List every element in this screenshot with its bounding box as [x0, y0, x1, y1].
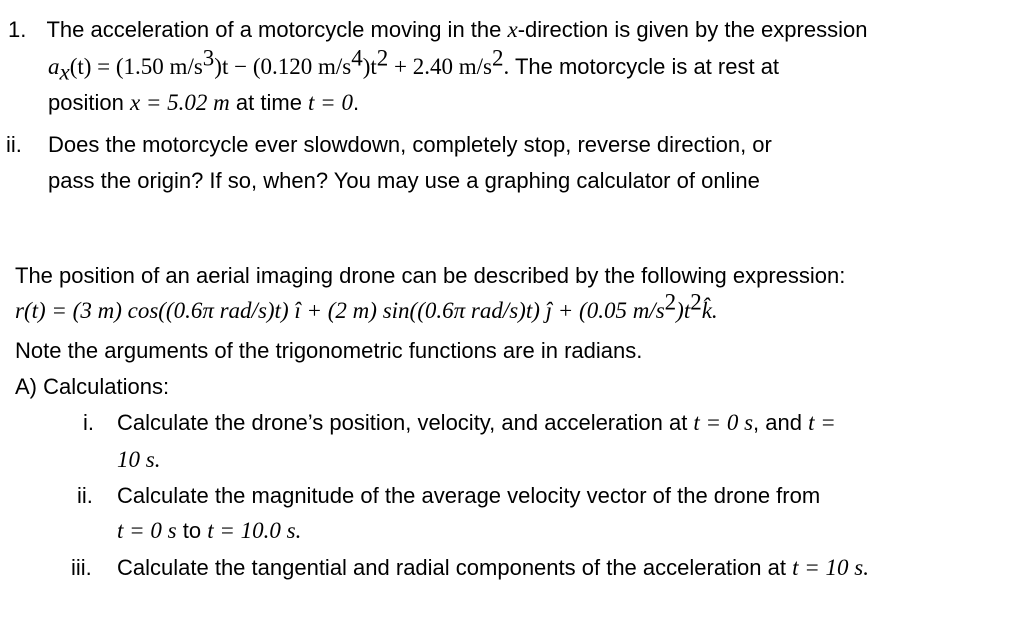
item-iii-number: iii. — [71, 555, 92, 580]
drone-position-expression: r(t) = (3 m) cos((0.6π rad/s)t) î + (2 m) sin((0.6π rad/s)t) ĵ + (0.05 m/s — [15, 298, 665, 323]
item-ii-line-1 — [77, 482, 820, 510]
math-expr-mid-2: )t — [362, 54, 377, 79]
item-i-math-3: 10 s. — [117, 447, 161, 472]
item-i-number: i. — [83, 410, 94, 435]
problem-2-note — [15, 337, 642, 365]
problem-1-part-ii-line-1 — [6, 131, 772, 159]
problem-number: 1. — [8, 17, 27, 42]
problem-1-line-3-c: . — [352, 90, 360, 115]
math-sup-2-b: 2 — [690, 289, 702, 315]
item-i-math-1: t = 0 s — [693, 410, 754, 435]
problem-2-intro-text: The position of an aerial imaging drone can be described by the following expression: — [15, 263, 846, 288]
problem-2-intro — [15, 262, 845, 290]
problem-1-line-3 — [48, 89, 359, 117]
part-ii-text-1: Does the motorcycle ever slowdown, completely stop, reverse direction, or — [48, 132, 772, 157]
math-time-zero: t = 0 — [308, 90, 353, 115]
problem-1-line-1 — [8, 16, 867, 44]
math-expr-mid-3: + 2.40 m/s — [388, 54, 492, 79]
math-a: a — [48, 54, 60, 79]
item-ii-text: Calculate the magnitude of the average velocity vector of the drone from — [117, 483, 821, 508]
item-i-line-1 — [83, 409, 836, 437]
item-ii-line-2 — [117, 517, 301, 545]
problem-1-line-2 — [48, 45, 780, 85]
item-ii-mid: to — [176, 518, 208, 543]
section-a-label: A) Calculations: — [15, 374, 170, 399]
problem-2-expression — [15, 289, 718, 325]
math-x-position: x = 5.02 m — [129, 90, 230, 115]
item-ii-number: ii. — [77, 483, 93, 508]
item-i-text: Calculate the drone’s position, velocity, and acceleration at — [117, 410, 694, 435]
math-sub-x: x — [59, 59, 70, 85]
math-expr-end: . — [503, 54, 510, 79]
item-i-math-2: t = — [808, 410, 836, 435]
problem-1-line-3-a: position — [48, 90, 130, 115]
math-expr-mid-1: )t − (0.120 m/s — [214, 54, 352, 79]
section-a-heading — [15, 373, 169, 401]
item-ii-math-1: t = 0 s — [117, 518, 177, 543]
problem-1-line-3-b: at time — [229, 90, 309, 115]
math-sup-2: 2 — [664, 289, 677, 315]
part-ii-number: ii. — [6, 132, 22, 157]
part-ii-text-2: pass the origin? If so, when? You may use a graphing calculator of online — [48, 168, 760, 193]
math-sup-4: 4 — [351, 45, 363, 71]
item-iii-line-1 — [71, 554, 869, 582]
problem-1-text: The acceleration of a motorcycle moving in the — [46, 17, 508, 42]
problem-1-part-ii-line-2 — [48, 167, 760, 195]
math-variable-x: x — [507, 17, 518, 42]
radians-note: Note the arguments of the trigonometric functions are in radians. — [15, 338, 643, 363]
problem-1-text-tail: -direction is given by the expression — [517, 17, 868, 42]
item-iii-math: t = 10 s. — [792, 555, 869, 580]
problem-1-line-2-text: The motorcycle is at rest at — [509, 54, 780, 79]
item-ii-math-2: t = 10.0 s. — [207, 518, 302, 543]
math-expr-body: (t) = (1.50 m/s — [69, 54, 203, 79]
math-sup-2a: 2 — [376, 45, 389, 71]
item-iii-text: Calculate the tangential and radial components of the acceleration at — [117, 555, 793, 580]
item-i-mid: , and — [753, 410, 809, 435]
math-expr-t: )t — [676, 298, 691, 323]
math-sup-3: 3 — [202, 45, 215, 71]
math-sup-2b: 2 — [491, 45, 504, 71]
item-i-line-2 — [117, 446, 160, 474]
unit-vector-k: k̂. — [701, 298, 718, 323]
